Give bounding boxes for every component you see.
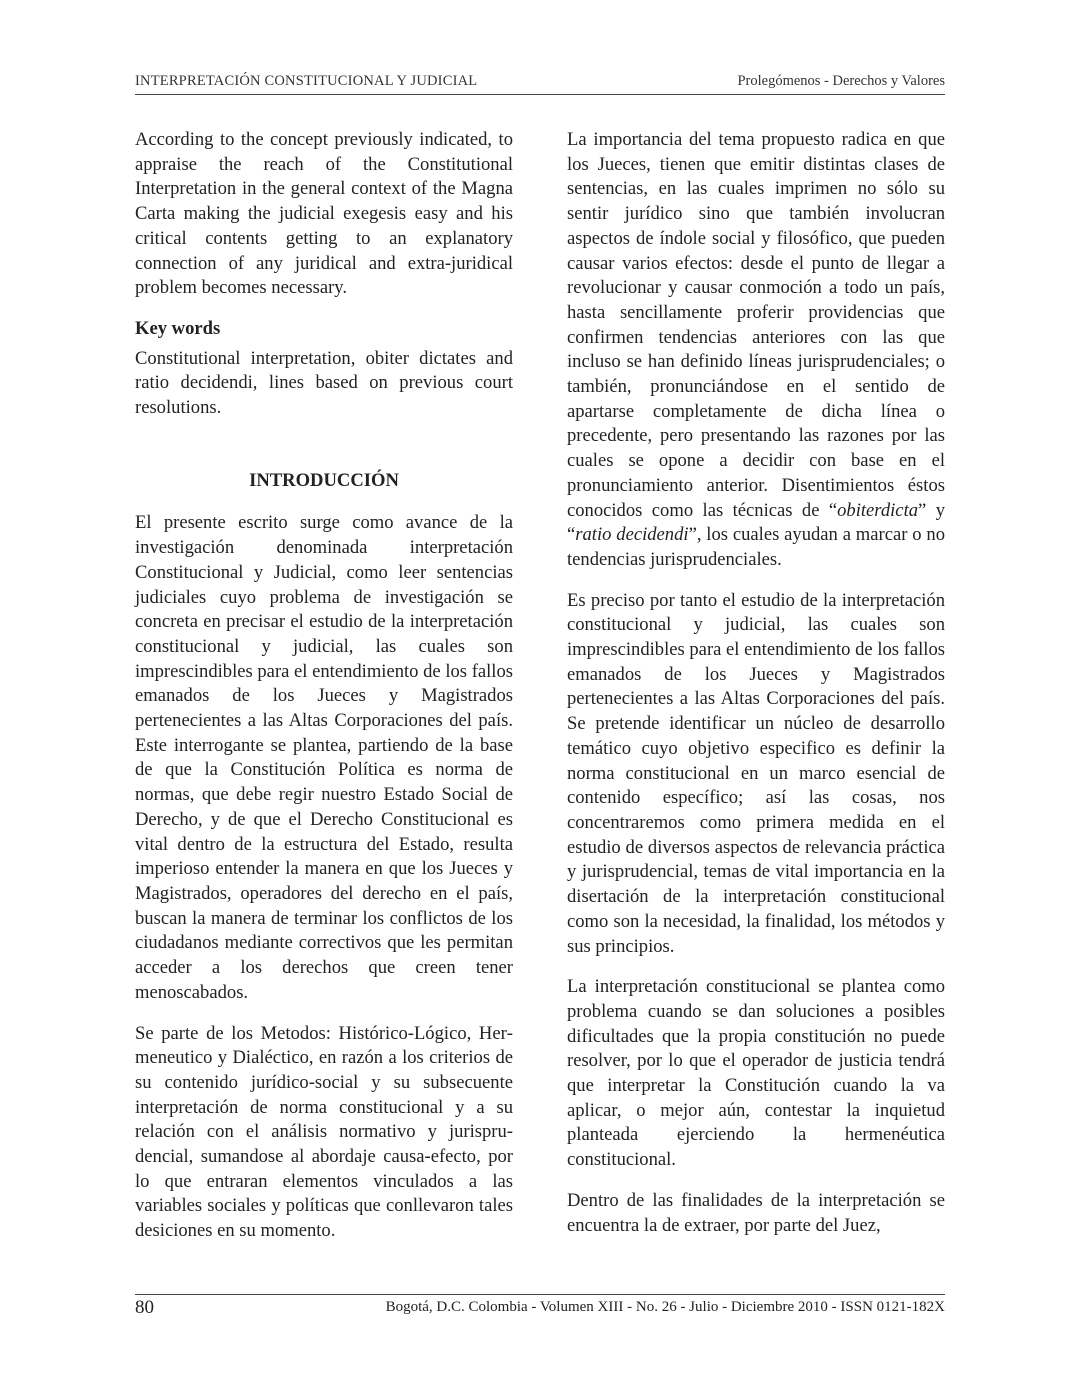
obiter-dicta-term: obiterdicta <box>837 499 919 521</box>
abstract-paragraph: According to the concept previously indicated, to appraise the reach of the Constitutional Interpretation in the general context of the Magna Carta making the judicial exegesis easy and his critical contents getting to an explanatory connection of any juridical and extra-juridical problem becomes necessary. <box>135 129 513 299</box>
left-column <box>135 128 513 1260</box>
body-paragraph-1-text-a: La importancia del tema propuesto radica en que los Jueces, tienen que emitir distintas clases de sentencias, en las cuales imprimen no sólo su sentir jurídico sino que también involucran aspectos de índole social y filosófico, que pueden causar varios efectos: desde el punto de llegar a revolucionar y causar conmoción a todo un país, hasta sencillamente proferir providencias que confirmen tendencias anteriores con las que incluso se han definido líneas jurisprudenciales; o también, pronunciándose en el sentido de apartarse completamente de dicha línea o precedente, pero presentando las razones por las cuales se opone a decidir con base en el pronunciamiento anterior. Disentimientos éstos conocidos como las técnicas de “ <box>567 129 945 521</box>
page-footer <box>135 1294 945 1318</box>
running-header <box>135 70 945 95</box>
body-paragraph-1-text-b: ” y “ <box>567 499 945 546</box>
header-title: INTERPRETACIÓN CONSTITUCIONAL Y JUDICIAL <box>135 73 478 89</box>
header-journal-section: Prolegómenos - Derechos y Valores <box>737 73 945 89</box>
keywords-heading: Key words <box>135 317 221 339</box>
right-column <box>567 128 945 1254</box>
body-paragraph-1-text-c: ”, los cuales ayudan a marcar o no tendencias jurisprudenciales. <box>567 524 945 570</box>
ratio-decidendi-term: ratio decidendi <box>575 524 689 546</box>
body-paragraph-3: La interpretación constitucional se plantea como problema cuando se dan soluciones a posibles dificultades que la propia constitución no puede resolver, por lo que el operador de justicia tendrá que interpretar la Constitución cuando la va aplicar, o mejor aún, contestar la inquietud planteada ejerciendo la hermenéutica constitucional. <box>567 976 945 1171</box>
body-paragraph-1 <box>567 128 945 573</box>
page-number: 80 <box>135 1297 154 1318</box>
body-paragraph-2: Es preciso por tanto el estudio de la interpretación constitucional y judicial, las cuales son imprescindibles para el entendimiento de los fallos emanados de los Jueces y Magistrados pertenecientes a las Altas Corporaciones del país. Se pretende identificar un núcleo de desarrollo temático cuyo objetivo especifico es definir la norma constitucional en un marco esencial de contenido específico; así las cosas, nos concentraremos como primera medida en el estudio de diversos aspectos de relevancia práctica y jurisprudencial, temas de vital importancia en la disertación de la interpretación constitucional como son la necesidad, la finalidad, los métodos y sus principios. <box>567 589 945 957</box>
body-paragraph-4: Dentro de las finalidades de la interpretación se encuentra la de extraer, por parte del Juez, <box>567 1189 945 1236</box>
footer-citation: Bogotá, D.C. Colombia - Volumen XIII - No. 26 - Julio - Diciembre 2010 - ISSN 0121-182X <box>385 1299 945 1315</box>
keywords-text: Constitutional interpretation, obiter dictates and ratio decidendi, lines based on previous court resolutions. <box>135 347 513 419</box>
intro-paragraph-1: El presente escrito surge como avance de la investigación denominada interpretación Constitucional y Judicial, como leer sentencias judiciales cuyo problema de investigación se concreta en precisar el estudio de la interpretación constitucional y judicial, las cuales son imprescindibles para el entendimiento de los fallos emanados de los Jueces y Magistrados pertenecientes a las Altas Corporaciones del país. Este interrogante se plantea, partiendo de la base de que la Constitución Política es norma de normas, que debe regir nuestro Estado Social de Derecho, y de que el Derecho Constitucional es vital dentro de la estructura del Estado, resulta imperioso entender la manera en que los Jueces y Magistrados, operadores del derecho en el país, buscan la manera de terminar los conflictos de los ciudadanos mediante correctivos que les permitan acceder a los derechos que creen tener menoscabados. <box>135 512 513 1003</box>
intro-paragraph-2: Se parte de los Metodos: Histórico-Lógico, Hermeneutico y Dialéctico, en razón a los criterios de su contenido jurídico-social y su subsecuente interpretación de norma constitucional y a su relación con el análisis normativo y jurisprudencial, sumandose al abordaje causa-efecto, por lo que entraran elementos vinculados a las variables sociales y políticas que conllevaron tales desiciones en su momento. <box>135 1022 513 1242</box>
introduction-heading: INTRODUCCIÓN <box>249 469 399 491</box>
